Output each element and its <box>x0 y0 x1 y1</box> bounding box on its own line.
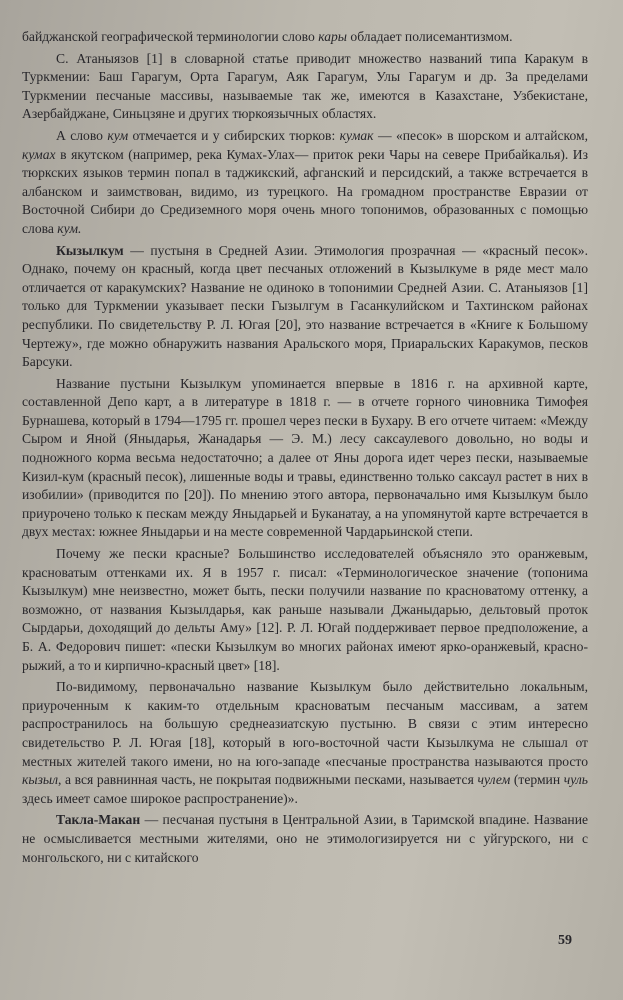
italic-word: кумак <box>339 127 374 143</box>
text-run: — пустыня в Средней Азии. Этимология прозрачная — «красный песок». Однако, почему он красный, когда цвет песчаных отложений в Кызылкуме в ряде мест мало отличается от каракумских? Название не одиноко в топонимии Средней Азии. С. Атаныязов [1] только для Туркмении указывает пески Гызылгум в Гасанкулийском и Тахтинском районах республики. По свидетельству Р. Л. Югая [20], это название встречается в «Книге к Большому Чертежу», где можно обнаружить названия Аральского моря, Приаральских Каракумов, песков Барсуки. <box>22 242 588 370</box>
italic-word: кум. <box>57 220 82 236</box>
paragraph-intro-cont <box>22 28 588 47</box>
italic-word: кары <box>318 29 348 44</box>
text-run: Почему же пески красные? Большинство исследователей объясняло это оранжевым, красноватым оттенками их. Я в 1957 г. писал: «Терминологическое значение (топонима Кызылкум) мне неизвестно, может быть, пески получили название по красноватому оттенку, а возможно, от названия Кызылдарья, как раньше называли Джаныдарью, дельтовый проток Сырдарьи, доходящий до дельты Аму» [12]. Р. Л. Югай поддерживает первое предположение, а Б. А. Федорович пишет: «пески Кызылкум во многих районах имеют ярко-оранжевый, красно-рыжий, а то и кирпично-красный цвет» [18]. <box>22 546 588 673</box>
page-body-text <box>22 28 588 867</box>
text-run: , а вся равнинная часть, не покрытая подвижными песками, называется <box>58 772 478 788</box>
text-run: байджанской географической терминологии слово <box>22 29 319 44</box>
paragraph-kyzylkum <box>22 242 588 372</box>
italic-word: чуль <box>563 772 588 788</box>
italic-word: кумах <box>22 146 56 162</box>
text-run: — «песок» в шорском и алтайском, <box>373 127 588 143</box>
text-run: С. Атаныязов [1] в словарной статье приводит множество названий типа Каракум в Туркмении: Баш Гарагум, Орта Гарагум, Аяк Гарагум, Улы Гарагум и др. За пределами Туркмении песчаные массивы, называемые так же, имеются в Казахстане, Узбекистане, Азербайджане, Синьцзяне и других тюркоязычных областях. <box>22 50 588 122</box>
paragraph-kum <box>22 127 588 239</box>
text-run: (термин <box>510 772 564 788</box>
entry-term: Такла-Макан <box>56 812 141 828</box>
text-run: здесь имеет самое широкое распространение)». <box>22 790 298 806</box>
text-run: в якутском (например, река Кумах-Улах— приток реки Чары на севере Прибайкалья). Из тюркских языков термин попал в таджикский, афганский и персидский, а также встречается в албанском и заимствован, видимо, из турецкого. На громадном пространстве Евразии от Восточной Сибири до Средиземного моря очень много топонимов, образованных с помощью слова <box>22 146 588 236</box>
paragraph-taklamakan <box>22 811 588 867</box>
italic-word: кум <box>107 127 129 143</box>
italic-word: чулем <box>477 772 511 788</box>
paragraph-why-red <box>22 545 588 675</box>
text-run: По-видимому, первоначально название Кызылкум было действительно локальным, приуроченным к каким-то отдельным красноватым песчаным массивам, а затем распространилось на большую среднеазиатскую пустыню. В связи с этим интересно свидетельство Р. Л. Югая [18], который в юго-восточной части Кызылкума не слышал от местных жителей такого имени, но на юго-западе «песчаные пространства называются просто <box>22 679 588 769</box>
text-run: обладает полисемантизмом. <box>347 29 513 44</box>
text-run: отмечается и у сибирских тюрков: <box>128 127 340 143</box>
text-run: — песчаная пустыня в Центральной Азии, в Таримской впадине. Название не осмысливается местными жителями, оно не этимологизируется ни с уйгурского, ни с монгольского, ни с китайского <box>22 812 588 865</box>
paragraph-local <box>22 678 588 808</box>
text-run: Название пустыни Кызылкум упоминается впервые в 1816 г. на архивной карте, составленной Депо карт, а в литературе в 1818 г. — в отчете горного чиновника Тимофея Бурнашева, который в 1794—1795 гг. прошел через пески в Бухару. В его отчете читаем: «Между Сыром и Яной (Яныдарья, Жанадарья — Э. М.) лесу саксаулевого довольно, но воды и подножного корма весьма недостаточно; а далее от Яны дорога идет через пески, называемые Кизил-кум (красный песок), лишенные воды и травы, единственно только саксаул растет в них в изобилии» (приводится по [20]). По мнению этого автора, первоначально имя Кызылкум было приурочено только к пескам между Яныдарьей и Буканатау, а на упомянутой карте встречается в двух местах: южнее Яныдарьи и на месте современной Чардарьинской степи. <box>22 375 588 540</box>
italic-word: кызыл <box>22 772 59 788</box>
page-number: 59 <box>558 933 572 948</box>
paragraph-atanyazov <box>22 50 588 124</box>
paragraph-history <box>22 375 588 542</box>
entry-term: Кызылкум <box>56 242 124 258</box>
text-run: А слово <box>56 127 108 143</box>
